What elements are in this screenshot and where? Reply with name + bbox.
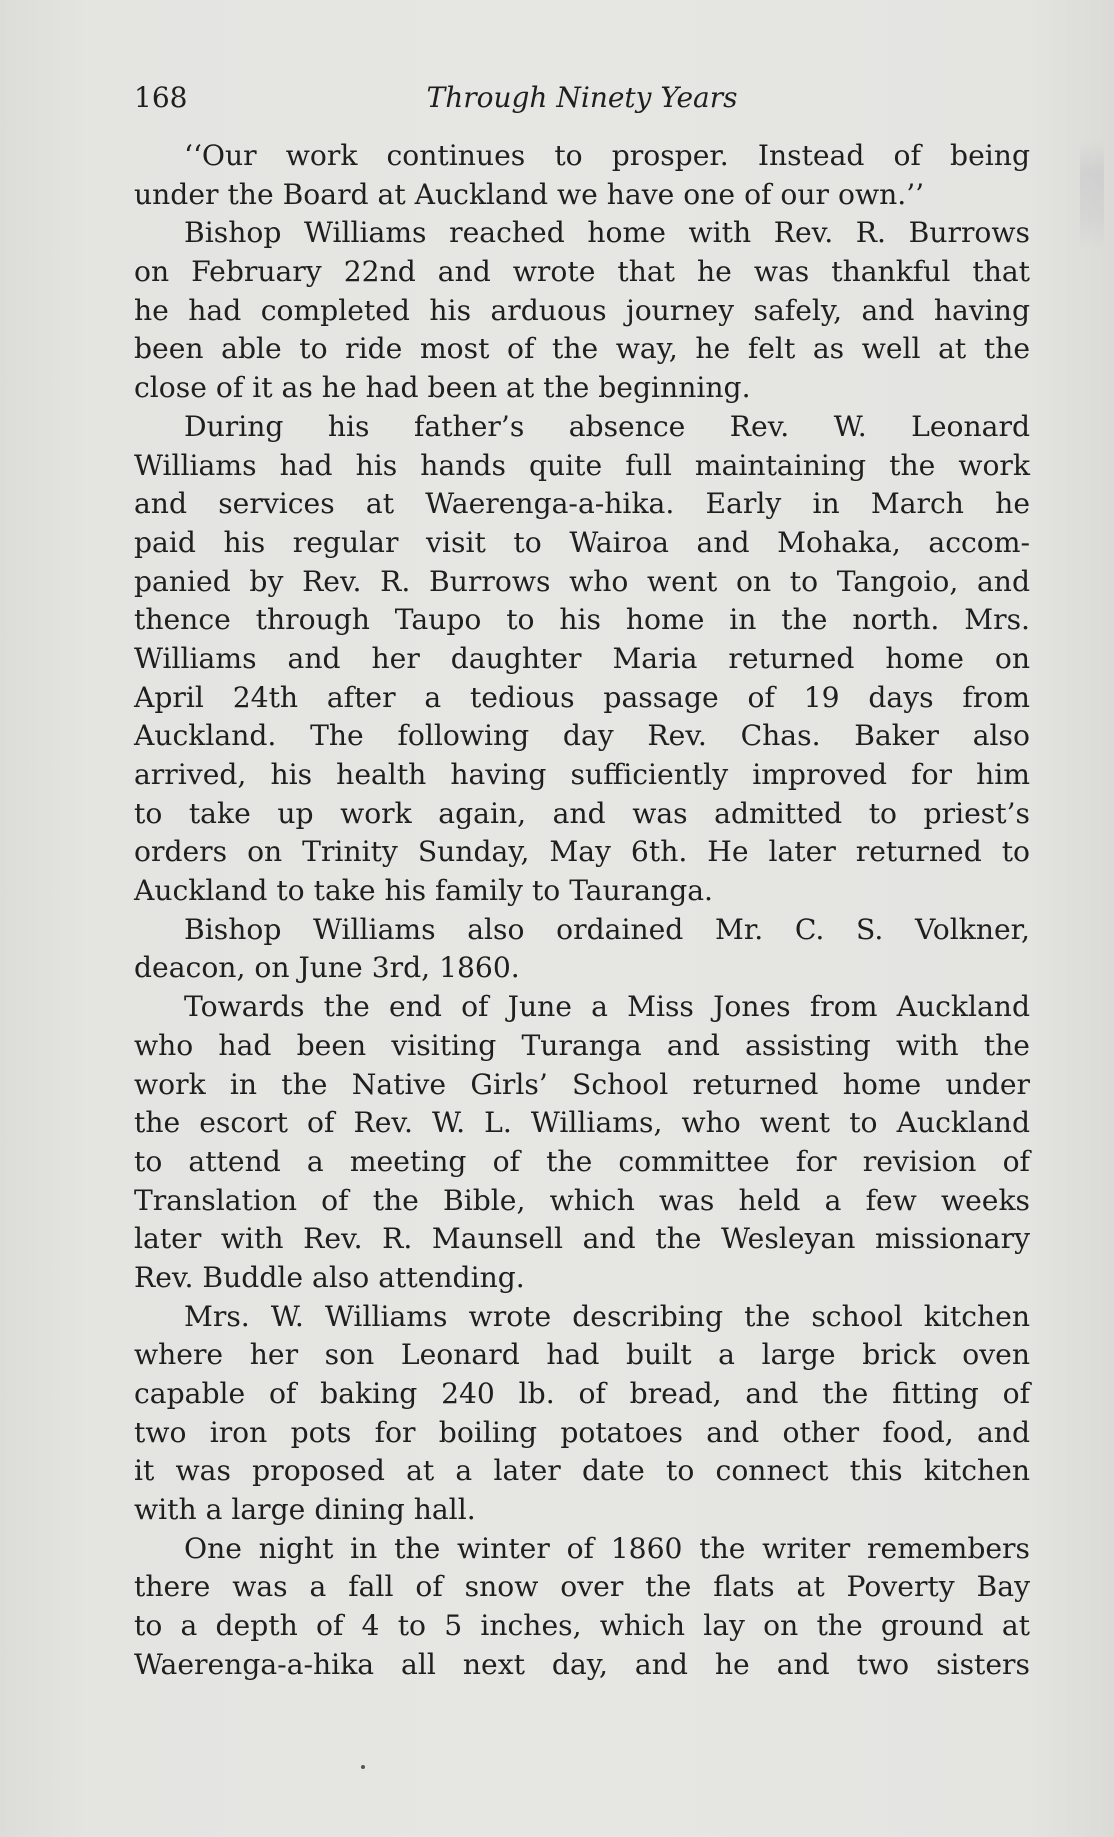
text-line: to take up work again, and was admitted to priest’s [134,796,1030,830]
text-line: thence through Taupo to his home in the north. Mrs. [134,603,1030,637]
text-line: two iron pots for boiling potatoes and other food, and [134,1415,1030,1449]
text-line: to attend a meeting of the committee for revision of [134,1144,1030,1178]
text-line: with a large dining hall. [134,1493,476,1527]
page-number: 168 [134,81,188,114]
text-line: deacon, on June 3rd, 1860. [134,951,520,985]
text-line: capable of baking 240 lb. of bread, and the fitting of [134,1377,1030,1410]
text-line: to a depth of 4 to 5 inches, which lay on the ground at [134,1609,1030,1643]
text-line: Bishop Williams also ordained Mr. C. S. Volkner, [184,912,1030,946]
text-line: panied by Rev. R. Burrows who went on to Tangoio, and [134,564,1030,598]
text-line: During his father’s absence Rev. W. Leonard [184,409,1030,443]
text-line: Towards the end of June a Miss Jones from Auckland [184,990,1030,1024]
text-line: Waerenga-a-hika all next day, and he and two sisters [134,1647,1030,1681]
print-speck [361,1765,365,1769]
text-line: it was proposed at a later date to connect this kitchen [134,1454,1030,1488]
text-line: ‘‘Our work continues to prosper. Instead of being [184,139,1030,172]
text-line: Auckland. The following day Rev. Chas. Baker also [134,719,1030,753]
body-text [134,137,1030,1685]
text-line: later with Rev. R. Maunsell and the Wesleyan missionary [134,1222,1030,1256]
text-line: on February 22nd and wrote that he was thankful that [134,255,1030,289]
text-line: Williams and her daughter Maria returned home on [134,641,1030,675]
text-line: work in the Native Girls’ School returned home under [134,1067,1030,1101]
text-line: Translation of the Bible, which was held a few weeks [134,1183,1030,1217]
text-line: orders on Trinity Sunday, May 6th. He later returned to [134,835,1030,869]
text-line: Mrs. W. Williams wrote describing the school kitchen [184,1299,1030,1333]
text-line: April 24th after a tedious passage of 19 days from [134,680,1030,714]
text-line: there was a fall of snow over the flats at Poverty Bay [134,1570,1030,1604]
text-line: Williams had his hands quite full maintaining the work [134,448,1030,482]
text-line: close of it as he had been at the beginning. [134,371,751,405]
running-title: Through Ninety Years [426,81,738,114]
running-header [134,78,1030,118]
text-line: and services at Waerenga-a-hika. Early in March he [134,487,1030,521]
text-line: the escort of Rev. W. L. Williams, who went to Auckland [134,1106,1030,1140]
text-line: paid his regular visit to Wairoa and Mohaka, accom- [134,525,1030,559]
text-line: Auckland to take his family to Tauranga. [134,874,714,908]
text-line: Rev. Buddle also attending. [134,1260,525,1294]
text-line: who had been visiting Turanga and assisting with the [134,1028,1030,1062]
text-line: where her son Leonard had built a large brick oven [134,1338,1030,1372]
text-line: One night in the winter of 1860 the writer remembers [184,1531,1030,1565]
text-line: he had completed his arduous journey safely, and having [134,293,1030,327]
text-line: been able to ride most of the way, he felt as well at the [134,332,1030,366]
text-line: arrived, his health having sufficiently improved for him [134,758,1030,791]
text-line: Bishop Williams reached home with Rev. R. Burrows [184,216,1030,250]
ink-bleed-through [1080,140,1104,250]
text-line: under the Board at Auckland we have one of our own.’’ [134,177,925,211]
